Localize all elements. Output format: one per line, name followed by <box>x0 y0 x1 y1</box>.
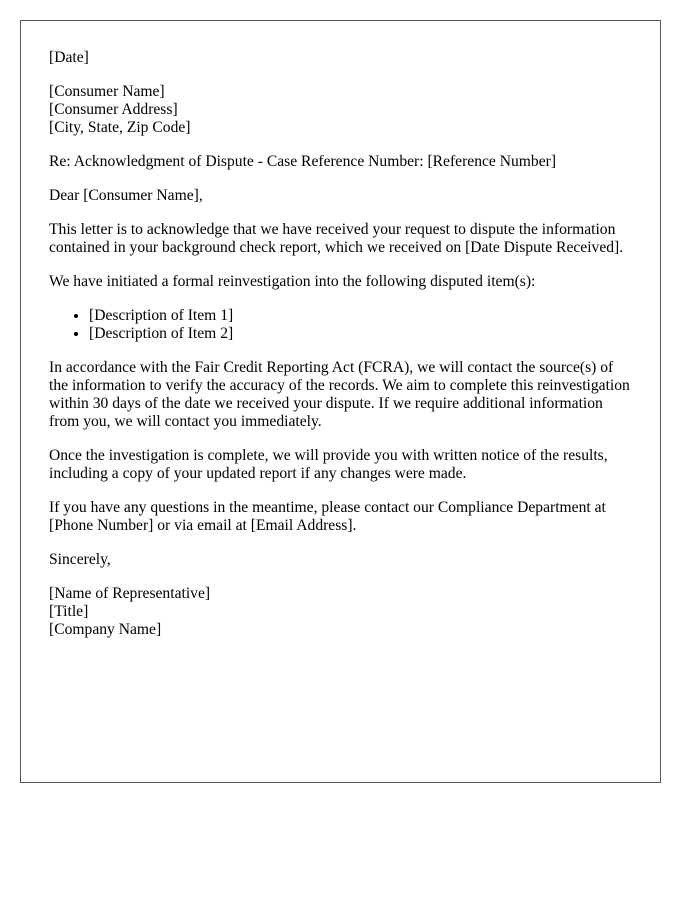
signature-company: [Company Name] <box>49 621 162 638</box>
recipient-street: [Consumer Address] <box>49 101 178 118</box>
closing: Sincerely, <box>49 551 111 568</box>
signature-title: [Title] <box>49 603 89 620</box>
recipient-city: [City, State, Zip Code] <box>49 119 191 136</box>
signature-name: [Name of Representative] <box>49 585 211 602</box>
signature-block <box>49 585 632 639</box>
subject-line: Re: Acknowledgment of Dispute - Case Reference Number: [Reference Number] <box>49 153 557 170</box>
list-item: • [Description of Item 1] <box>89 307 632 325</box>
disputed-items-list <box>49 307 632 343</box>
paragraph-contact: If you have any questions in the meantime, please contact our Compliance Department at [Phone Number] or via email at [Email Address]. <box>49 499 606 534</box>
date: [Date] <box>49 49 89 66</box>
paragraph-acknowledgment: This letter is to acknowledge that we have received your request to dispute the information contained in your background check report, which we received on [Date Dispute Received]. <box>49 221 624 256</box>
salutation: Dear [Consumer Name], <box>49 187 203 204</box>
letter <box>20 20 661 783</box>
recipient-address <box>49 83 632 137</box>
paragraph-fcra: In accordance with the Fair Credit Reporting Act (FCRA), we will contact the source(s) of the information to verify the accuracy of the records. We aim to complete this reinvestigation within 30 days of the date we received your dispute. If we require additional information from you, we will contact you immediately. <box>49 359 630 430</box>
paragraph-results: Once the investigation is complete, we will provide you with written notice of the results, including a copy of your updated report if any changes were made. <box>49 447 608 482</box>
paragraph-reinvestigation: We have initiated a formal reinvestigation into the following disputed item(s): <box>49 273 536 290</box>
list-item: • [Description of Item 2] <box>89 325 632 343</box>
recipient-name: [Consumer Name] <box>49 83 165 100</box>
